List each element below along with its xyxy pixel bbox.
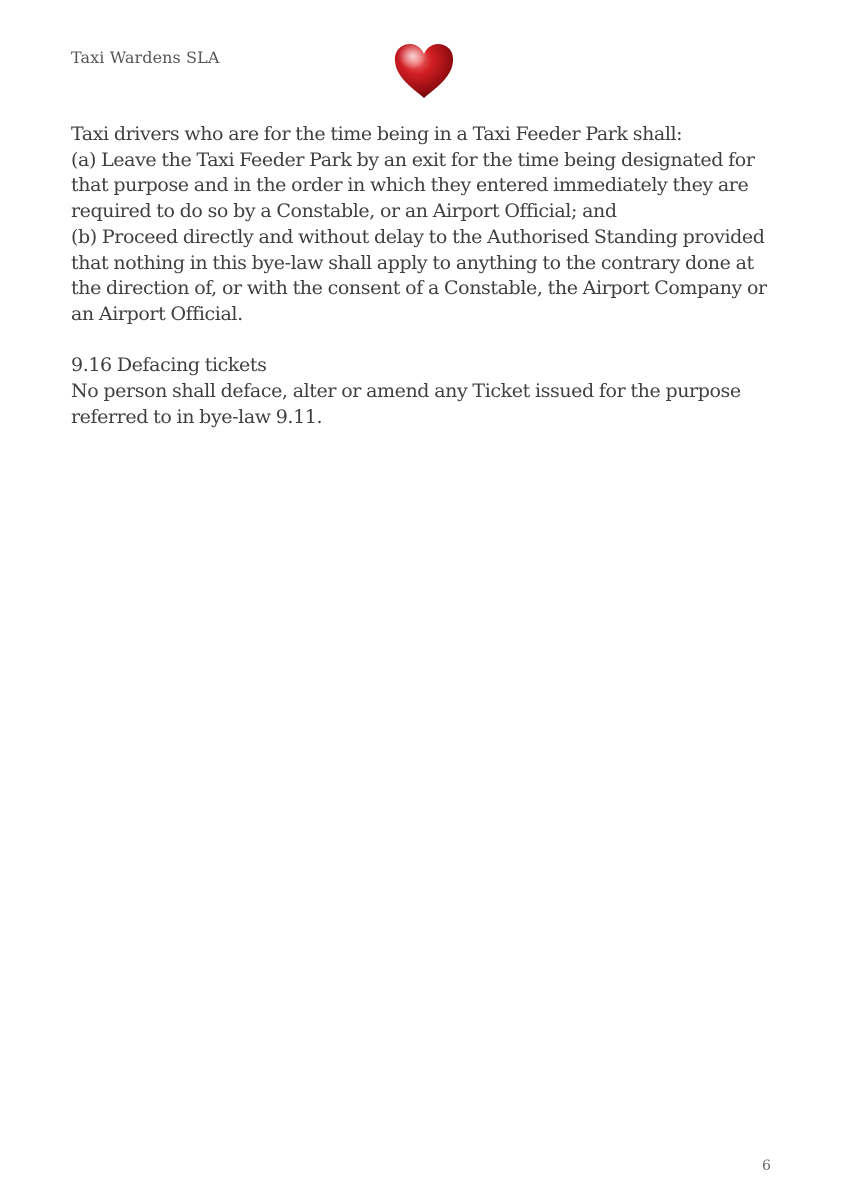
document-body <box>71 122 771 430</box>
page-number: 6 <box>762 1158 771 1174</box>
section-heading: 9.16 Defacing tickets <box>71 354 267 377</box>
section-text: No person shall deface, alter or amend any Ticket issued for the purpose referred to in bye-law 9.11. <box>71 380 741 428</box>
heart-icon <box>392 42 456 100</box>
clause-b: (b) Proceed directly and without delay to the Authorised Standing provided that nothing in this bye-law shall apply to anything to the contrary done at the direction of, or with the consent of a Constable, the Airport Company or an Airport Official. <box>71 225 767 325</box>
clause-a: (a) Leave the Taxi Feeder Park by an exit for the time being designated for that purpose and in the order in which they entered immediately they are required to do so by a Constable, or an Airport Official; and <box>71 148 755 223</box>
paragraph-spacer <box>71 328 771 354</box>
intro-paragraph: Taxi drivers who are for the time being in a Taxi Feeder Park shall: <box>71 123 683 145</box>
document-header-title: Taxi Wardens SLA <box>71 48 220 67</box>
